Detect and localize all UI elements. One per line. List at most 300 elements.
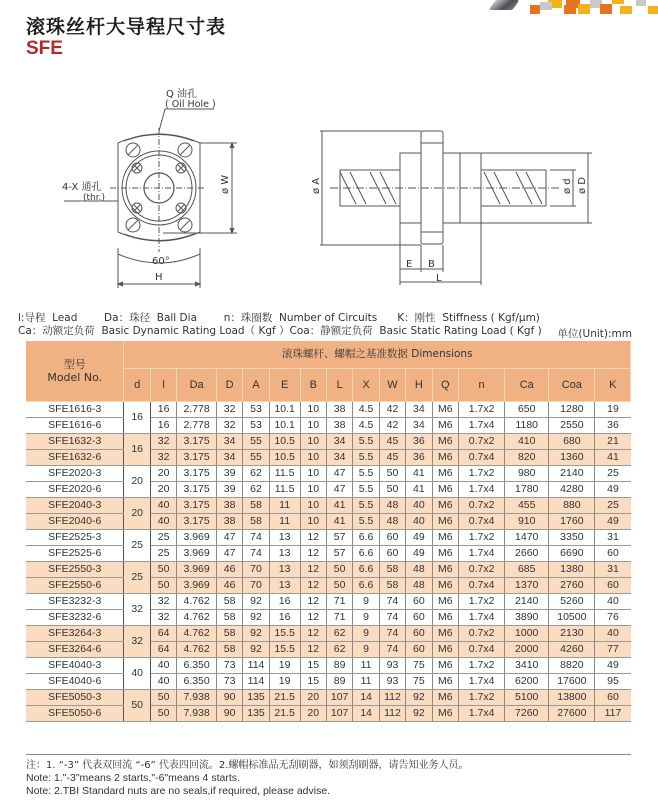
cell-h: 92 (406, 706, 432, 722)
cell-d: 34 (216, 450, 242, 466)
cell-k: 31 (595, 562, 631, 578)
legend-line-1: l:导程 Lead Da：珠径 Ball Dia n：珠圈数 Number of Circuits K：刚性 Stiffness ( Kgf/μm) (18, 312, 540, 324)
cell-l: 64 (150, 626, 176, 642)
cell-l: 20 (150, 466, 176, 482)
column-header-d: D (216, 369, 242, 402)
cell-d: 32 (216, 418, 242, 434)
cell-k: 25 (595, 466, 631, 482)
cell-x: 5.5 (353, 498, 379, 514)
cell-ca: 980 (505, 466, 549, 482)
model-header-cn: 型号 (63, 358, 86, 371)
cell-b: 12 (300, 626, 326, 642)
cell-coa: 1380 (549, 562, 595, 578)
model-cell: SFE2040-6 (26, 514, 124, 530)
model-cell: SFE3264-3 (26, 626, 124, 642)
cell-a: 55 (243, 434, 269, 450)
cell-da: 3.175 (177, 482, 217, 498)
cell-ca: 6200 (505, 674, 549, 690)
cell-b: 10 (300, 514, 326, 530)
cell-n: 1.7x2 (458, 402, 504, 418)
cell-l: 41 (326, 514, 352, 530)
cell-a: 70 (243, 562, 269, 578)
cell-n: 1.7x2 (458, 690, 504, 706)
cell-l: 57 (326, 530, 352, 546)
model-cell: SFE5050-3 (26, 690, 124, 706)
column-header-h: H (406, 369, 432, 402)
cell-l: 34 (326, 450, 352, 466)
cell-b: 15 (300, 674, 326, 690)
cell-e: 11 (269, 514, 300, 530)
cell-e: 10.1 (269, 402, 300, 418)
cell-w: 45 (379, 450, 405, 466)
cell-w: 50 (379, 482, 405, 498)
column-header-x: X (353, 369, 379, 402)
cell-da: 4.762 (177, 610, 217, 626)
cell-da: 3.969 (177, 530, 217, 546)
cell-d: 90 (216, 706, 242, 722)
model-cell: SFE4040-3 (26, 658, 124, 674)
dim-B-label: B (428, 259, 435, 270)
dim-E-label: E (406, 259, 413, 270)
shaft-diameter-cell: 25 (124, 562, 150, 594)
cell-a: 62 (243, 466, 269, 482)
cell-q: M6 (432, 562, 458, 578)
cell-da: 4.762 (177, 626, 217, 642)
cell-k: 31 (595, 530, 631, 546)
cell-e: 15.5 (269, 642, 300, 658)
cell-b: 10 (300, 402, 326, 418)
column-header-k: K (595, 369, 631, 402)
cell-coa: 6690 (549, 546, 595, 562)
dim-d-label: ø d (562, 178, 573, 194)
dim-W-label: ø W (220, 174, 231, 194)
table-row (26, 498, 631, 514)
oil-hole-label-en: ( Oil Hole ) (165, 99, 216, 110)
note-en-2: Note: 2.TBI Standard nuts are no seals,if required, please advise. (26, 785, 331, 797)
model-cell: SFE1632-6 (26, 450, 124, 466)
column-header-q: Q (432, 369, 458, 402)
cell-d: 34 (216, 434, 242, 450)
cell-b: 12 (300, 642, 326, 658)
cell-l: 38 (326, 418, 352, 434)
cell-w: 58 (379, 562, 405, 578)
cell-l: 16 (150, 402, 176, 418)
cell-n: 0.7x4 (458, 450, 504, 466)
cell-h: 75 (406, 674, 432, 690)
cell-x: 5.5 (353, 450, 379, 466)
cell-h: 41 (406, 466, 432, 482)
cell-b: 15 (300, 658, 326, 674)
cell-h: 48 (406, 562, 432, 578)
cell-n: 1.7x2 (458, 466, 504, 482)
cell-b: 10 (300, 498, 326, 514)
table-row (26, 690, 631, 706)
cell-l: 16 (150, 418, 176, 434)
cell-a: 70 (243, 578, 269, 594)
legend (18, 312, 542, 338)
cell-x: 5.5 (353, 434, 379, 450)
cell-e: 19 (269, 658, 300, 674)
cell-a: 92 (243, 626, 269, 642)
cell-e: 10.1 (269, 418, 300, 434)
cell-h: 36 (406, 434, 432, 450)
cell-l: 57 (326, 546, 352, 562)
cell-k: 21 (595, 434, 631, 450)
cell-h: 49 (406, 530, 432, 546)
cell-x: 14 (353, 690, 379, 706)
table-row (26, 482, 631, 498)
cell-e: 11 (269, 498, 300, 514)
cell-coa: 27600 (549, 706, 595, 722)
cell-l: 32 (150, 450, 176, 466)
model-cell: SFE2550-6 (26, 578, 124, 594)
table-row (26, 466, 631, 482)
cell-h: 34 (406, 418, 432, 434)
cell-a: 92 (243, 610, 269, 626)
cell-x: 9 (353, 642, 379, 658)
cell-k: 25 (595, 498, 631, 514)
cell-coa: 4280 (549, 482, 595, 498)
cell-b: 12 (300, 610, 326, 626)
cell-a: 55 (243, 450, 269, 466)
cell-k: 60 (595, 578, 631, 594)
cell-x: 11 (353, 674, 379, 690)
table-row (26, 530, 631, 546)
cell-d: 39 (216, 466, 242, 482)
cell-ca: 1780 (505, 482, 549, 498)
cell-q: M6 (432, 578, 458, 594)
cell-b: 12 (300, 594, 326, 610)
cell-q: M6 (432, 498, 458, 514)
cell-d: 47 (216, 546, 242, 562)
cell-w: 112 (379, 690, 405, 706)
cell-d: 47 (216, 530, 242, 546)
cell-a: 74 (243, 546, 269, 562)
cell-q: M6 (432, 706, 458, 722)
cell-a: 92 (243, 594, 269, 610)
model-cell: SFE3232-3 (26, 594, 124, 610)
through-hole-label-cn: 4-X 通孔 (62, 182, 102, 193)
cell-e: 10.5 (269, 450, 300, 466)
cell-k: 49 (595, 514, 631, 530)
cell-l: 50 (150, 706, 176, 722)
column-header-e: E (269, 369, 300, 402)
cell-b: 12 (300, 530, 326, 546)
cell-l: 40 (150, 498, 176, 514)
cell-d: 90 (216, 690, 242, 706)
table-row (26, 418, 631, 434)
cell-ca: 650 (505, 402, 549, 418)
cell-h: 41 (406, 482, 432, 498)
column-header-d: d (124, 369, 150, 402)
cell-n: 0.7x2 (458, 626, 504, 642)
shaft-diameter-cell: 40 (124, 658, 150, 690)
cell-b: 12 (300, 546, 326, 562)
cell-k: 40 (595, 594, 631, 610)
cell-da: 2.778 (177, 402, 217, 418)
note-en-1: Note: 1."-3"means 2 starts,"-6"means 4 starts. (26, 772, 240, 784)
cell-n: 0.7x4 (458, 642, 504, 658)
cell-n: 0.7x4 (458, 578, 504, 594)
cell-q: M6 (432, 642, 458, 658)
cell-da: 3.175 (177, 466, 217, 482)
cell-h: 92 (406, 690, 432, 706)
cell-l: 25 (150, 546, 176, 562)
column-header-da: Da (177, 369, 217, 402)
model-header-en: Model No. (47, 371, 103, 384)
cell-k: 60 (595, 546, 631, 562)
cell-w: 60 (379, 546, 405, 562)
cell-w: 112 (379, 706, 405, 722)
column-header-a: A (243, 369, 269, 402)
cell-q: M6 (432, 674, 458, 690)
model-cell: SFE5050-6 (26, 706, 124, 722)
cell-ca: 2660 (505, 546, 549, 562)
cell-a: 74 (243, 530, 269, 546)
cell-w: 93 (379, 674, 405, 690)
shaft-diameter-cell: 20 (124, 498, 150, 530)
oil-hole-label-cn: Q 油孔 (166, 89, 198, 100)
cell-l: 71 (326, 610, 352, 626)
table-row (26, 706, 631, 722)
cell-d: 58 (216, 610, 242, 626)
cell-b: 12 (300, 562, 326, 578)
cell-q: M6 (432, 530, 458, 546)
cell-l: 50 (150, 690, 176, 706)
column-header-n: n (458, 369, 504, 402)
cell-e: 16 (269, 594, 300, 610)
cell-coa: 680 (549, 434, 595, 450)
cell-w: 60 (379, 530, 405, 546)
cell-l: 47 (326, 466, 352, 482)
cell-l: 34 (326, 434, 352, 450)
model-cell: SFE3264-6 (26, 642, 124, 658)
cell-e: 21.5 (269, 706, 300, 722)
cell-h: 36 (406, 450, 432, 466)
cell-ca: 1370 (505, 578, 549, 594)
cell-q: M6 (432, 514, 458, 530)
cell-ca: 2140 (505, 594, 549, 610)
table-row (26, 546, 631, 562)
cell-e: 11.5 (269, 466, 300, 482)
cell-ca: 5100 (505, 690, 549, 706)
model-cell: SFE1632-3 (26, 434, 124, 450)
cell-e: 13 (269, 562, 300, 578)
dimensions-header: 滚珠螺杆、螺帽之基准数据 Dimensions (124, 341, 631, 369)
cell-w: 48 (379, 498, 405, 514)
cell-e: 19 (269, 674, 300, 690)
table-row (26, 562, 631, 578)
cell-k: 76 (595, 610, 631, 626)
cell-k: 36 (595, 418, 631, 434)
cell-x: 9 (353, 610, 379, 626)
cell-x: 4.5 (353, 418, 379, 434)
cell-da: 3.175 (177, 434, 217, 450)
cell-k: 40 (595, 626, 631, 642)
cell-da: 4.762 (177, 594, 217, 610)
page-title-cn: 滚珠丝杆大导程尺寸表 (26, 16, 227, 38)
cell-d: 58 (216, 642, 242, 658)
dim-L-label: L (436, 273, 442, 284)
table-row (26, 626, 631, 642)
cell-d: 73 (216, 658, 242, 674)
cell-d: 46 (216, 578, 242, 594)
cell-k: 19 (595, 402, 631, 418)
cell-b: 10 (300, 482, 326, 498)
note-cn: 注：1. “-3” 代表双回流 “-6” 代表四回流。2.螺帽标准品无刮刷器，如须刮刷器，请告知业务人员。 (26, 760, 469, 771)
cell-x: 4.5 (353, 402, 379, 418)
cell-ca: 455 (505, 498, 549, 514)
table-row (26, 594, 631, 610)
shaft-diameter-cell: 16 (124, 434, 150, 466)
cell-d: 39 (216, 482, 242, 498)
column-header-l: L (326, 369, 352, 402)
cell-ca: 1470 (505, 530, 549, 546)
cell-a: 114 (243, 674, 269, 690)
cell-h: 49 (406, 546, 432, 562)
cell-w: 50 (379, 466, 405, 482)
cell-k: 77 (595, 642, 631, 658)
column-header-ca: Ca (505, 369, 549, 402)
cell-e: 15.5 (269, 626, 300, 642)
cell-e: 10.5 (269, 434, 300, 450)
cell-q: M6 (432, 402, 458, 418)
cell-k: 49 (595, 482, 631, 498)
nut-side-view (320, 131, 592, 285)
cell-d: 38 (216, 514, 242, 530)
cell-w: 45 (379, 434, 405, 450)
cell-k: 41 (595, 450, 631, 466)
cell-coa: 10500 (549, 610, 595, 626)
cell-da: 3.175 (177, 498, 217, 514)
cell-d: 58 (216, 594, 242, 610)
column-header-l: l (150, 369, 176, 402)
cell-k: 117 (595, 706, 631, 722)
cell-da: 6.350 (177, 674, 217, 690)
model-cell: SFE2525-6 (26, 546, 124, 562)
table-row (26, 450, 631, 466)
table-row (26, 578, 631, 594)
cell-coa: 13800 (549, 690, 595, 706)
cell-coa: 880 (549, 498, 595, 514)
cell-q: M6 (432, 626, 458, 642)
cell-coa: 1360 (549, 450, 595, 466)
cell-da: 7.938 (177, 690, 217, 706)
cell-l: 40 (150, 674, 176, 690)
cell-l: 71 (326, 594, 352, 610)
cell-x: 6.6 (353, 530, 379, 546)
cell-l: 32 (150, 594, 176, 610)
cell-l: 50 (326, 562, 352, 578)
cell-d: 58 (216, 626, 242, 642)
cell-l: 40 (150, 514, 176, 530)
cell-w: 74 (379, 642, 405, 658)
cell-l: 38 (326, 402, 352, 418)
cell-x: 9 (353, 626, 379, 642)
cell-h: 40 (406, 498, 432, 514)
cell-x: 14 (353, 706, 379, 722)
cell-w: 74 (379, 626, 405, 642)
table-bottom-rule (26, 754, 631, 755)
cell-b: 12 (300, 578, 326, 594)
cell-x: 6.6 (353, 562, 379, 578)
table-row (26, 514, 631, 530)
through-hole-label-en: (thr.) (83, 193, 105, 203)
model-cell: SFE2040-3 (26, 498, 124, 514)
cell-q: M6 (432, 466, 458, 482)
shaft-diameter-cell: 25 (124, 530, 150, 562)
cell-coa: 4260 (549, 642, 595, 658)
cell-l: 20 (150, 482, 176, 498)
cell-l: 107 (326, 706, 352, 722)
dim-A-label: ø A (311, 177, 322, 194)
cell-q: M6 (432, 546, 458, 562)
table-row (26, 642, 631, 658)
cell-n: 1.7x4 (458, 610, 504, 626)
cell-n: 0.7x2 (458, 434, 504, 450)
angle-label: 60° (152, 256, 170, 267)
cell-l: 50 (150, 578, 176, 594)
cell-b: 10 (300, 434, 326, 450)
cell-h: 34 (406, 402, 432, 418)
table-row (26, 674, 631, 690)
cell-l: 50 (150, 562, 176, 578)
model-cell: SFE4040-6 (26, 674, 124, 690)
cell-h: 60 (406, 610, 432, 626)
cell-ca: 1180 (505, 418, 549, 434)
model-cell: SFE2550-3 (26, 562, 124, 578)
cell-coa: 5260 (549, 594, 595, 610)
cell-d: 32 (216, 402, 242, 418)
cell-a: 53 (243, 402, 269, 418)
model-cell: SFE2020-3 (26, 466, 124, 482)
cell-h: 48 (406, 578, 432, 594)
cell-w: 42 (379, 418, 405, 434)
cell-x: 6.6 (353, 578, 379, 594)
cell-ca: 3410 (505, 658, 549, 674)
cell-x: 9 (353, 594, 379, 610)
column-header-coa: Coa (549, 369, 595, 402)
unit-label: 单位(Unit):mm (557, 328, 632, 340)
cell-x: 6.6 (353, 546, 379, 562)
cell-w: 48 (379, 514, 405, 530)
table-row (26, 434, 631, 450)
cell-w: 58 (379, 578, 405, 594)
cell-a: 135 (243, 690, 269, 706)
cell-da: 3.969 (177, 562, 217, 578)
dim-D-label: ø D (577, 177, 588, 194)
cell-l: 40 (150, 658, 176, 674)
shaft-diameter-cell: 20 (124, 466, 150, 498)
cell-coa: 1760 (549, 514, 595, 530)
cell-k: 95 (595, 674, 631, 690)
cell-n: 1.7x2 (458, 594, 504, 610)
cell-w: 42 (379, 402, 405, 418)
cell-coa: 17600 (549, 674, 595, 690)
shaft-diameter-cell: 50 (124, 690, 150, 722)
cell-coa: 1280 (549, 402, 595, 418)
cell-d: 73 (216, 674, 242, 690)
cell-b: 20 (300, 706, 326, 722)
legend-line-2: Ca：动额定负荷 Basic Dynamic Rating Load（ Kgf ）Coa：静额定负荷 Basic Static Rating Load ( Kgf ) (18, 325, 542, 337)
cell-a: 53 (243, 418, 269, 434)
cell-ca: 910 (505, 514, 549, 530)
cell-ca: 820 (505, 450, 549, 466)
shaft-diameter-cell: 32 (124, 626, 150, 658)
cell-l: 41 (326, 498, 352, 514)
cell-coa: 2550 (549, 418, 595, 434)
cell-da: 3.175 (177, 450, 217, 466)
